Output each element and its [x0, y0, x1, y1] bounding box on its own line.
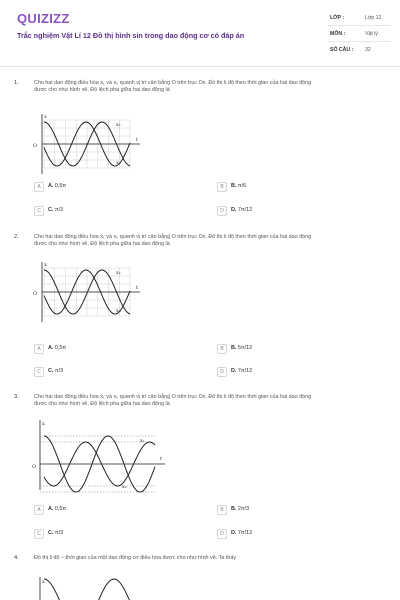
option-letter: D: [217, 206, 227, 216]
option-text: 0,5π: [54, 345, 67, 351]
option-letter: C: [34, 367, 44, 377]
option-letter: A: [34, 505, 44, 515]
option-prefix: A.: [48, 183, 54, 189]
question-3-option-a[interactable]: [34, 505, 204, 515]
option-letter: D: [217, 367, 227, 377]
question-2-line: được cho như hình vẽ. Độ lệch pha giữa hai dao động là: [34, 241, 170, 248]
question-1-option-c[interactable]: [34, 206, 204, 216]
option-letter: A: [34, 344, 44, 354]
question-1-graph: [30, 112, 145, 177]
option-text: 7π/12: [237, 368, 253, 374]
origin-label: O: [33, 143, 38, 149]
option-text: 0,5π: [54, 183, 67, 189]
axis-label-x: x: [42, 421, 45, 427]
option-prefix: B.: [231, 506, 237, 512]
label-x1: x₁: [116, 270, 121, 276]
meta-subject-value: Vật lý: [365, 31, 378, 37]
option-prefix: C.: [48, 530, 54, 536]
option-text: π/3: [54, 368, 64, 374]
origin-label: O: [32, 464, 37, 470]
option-text: 7π/12: [237, 530, 253, 536]
label-x2: x₂: [116, 160, 121, 166]
option-prefix: B.: [231, 183, 237, 189]
option-letter: A: [34, 182, 44, 192]
axis-label-x: x: [44, 114, 47, 120]
meta-class-key: LỚP :: [330, 15, 345, 21]
question-1-number: 1.: [14, 80, 19, 86]
question-2-text: [34, 234, 390, 248]
question-3-option-c[interactable]: [34, 529, 204, 539]
option-prefix: A.: [48, 506, 54, 512]
option-letter: C: [34, 206, 44, 216]
question-1-text: [34, 80, 390, 94]
question-1-option-d[interactable]: [217, 206, 387, 216]
option-prefix: D.: [231, 368, 237, 374]
question-4-line: Đồ thị li độ – thời gian của một dao động cơ điều hòa được cho như hình vẽ. Ta thấy: [34, 555, 237, 561]
meta-class-value: Lớp 12: [365, 15, 382, 21]
question-3-graph: [30, 418, 170, 493]
question-1-option-b[interactable]: [217, 182, 387, 192]
question-4-text: [34, 555, 390, 562]
axis-label-x: x: [44, 262, 47, 268]
option-prefix: C.: [48, 368, 54, 374]
option-prefix: C.: [48, 207, 54, 213]
axis-label-x: x: [42, 579, 45, 585]
question-4-number: 4.: [14, 555, 19, 561]
option-prefix: D.: [231, 207, 237, 213]
option-letter: D: [217, 529, 227, 539]
quizizz-logo: QUIZIZZ: [17, 11, 70, 26]
question-1-line: Cho hai dao động điều hòa x₁ và x₂ quanh vị trí cân bằng O trên trục Ox. Đồ thị li độ theo thời gian của hai dao động: [34, 80, 312, 86]
question-1-line: được cho như hình vẽ. Độ lệch pha giữa hai dao động là: [34, 87, 170, 94]
origin-label: O: [33, 291, 38, 297]
question-3-option-b[interactable]: [217, 505, 387, 515]
question-2-number: 2.: [14, 234, 19, 240]
option-text: π/3: [54, 207, 64, 213]
question-3-line: Cho hai dao động điều hòa x₁ và x₂ quanh vị trí cân bằng O trên trục Ox. Đồ thị li độ theo thời gian của hai dao động: [34, 394, 312, 400]
axis-label-t: t: [136, 137, 139, 143]
label-x1: x₁: [140, 438, 145, 444]
option-text: π/6: [237, 183, 247, 189]
option-text: 7π/12: [237, 207, 253, 213]
meta-subject-key: MÔN :: [330, 31, 346, 37]
option-prefix: D.: [231, 530, 237, 536]
question-2-option-a[interactable]: [34, 344, 204, 354]
question-4-graph: [30, 575, 170, 600]
question-3-text: [34, 394, 390, 408]
wave-x: [44, 579, 160, 600]
option-letter: B: [217, 344, 227, 354]
option-prefix: A.: [48, 345, 54, 351]
question-2-graph: [30, 260, 145, 325]
question-2-line: Cho hai dao động điều hòa x₁ và x₂ quanh vị trí cân bằng O trên trục Ox. Đồ thị li độ theo thời gian của hai dao động: [34, 234, 312, 240]
axis-label-t: t: [160, 456, 163, 462]
page-header: [0, 0, 400, 67]
option-letter: B: [217, 182, 227, 192]
question-3-number: 3.: [14, 394, 19, 400]
option-letter: B: [217, 505, 227, 515]
question-3-option-d[interactable]: [217, 529, 387, 539]
option-text: 0,5π: [54, 506, 67, 512]
question-2-option-d[interactable]: [217, 367, 387, 377]
label-x2: x₂: [116, 308, 121, 314]
label-x1: x₁: [116, 122, 121, 128]
question-3-line: được cho như hình vẽ. Độ lệch pha giữa hai dao động là: [34, 401, 170, 408]
meta-divider: [328, 25, 390, 26]
option-text: 2π/3: [237, 506, 250, 512]
question-2-option-b[interactable]: [217, 344, 387, 354]
question-1-option-a[interactable]: [34, 182, 204, 192]
option-letter: C: [34, 529, 44, 539]
option-prefix: B.: [231, 345, 237, 351]
meta-count-key: SỐ CÂU :: [330, 47, 354, 53]
axis-label-t: t: [136, 285, 139, 291]
page-title: Trắc nghiệm Vật Lí 12 Đồ thị hình sin trong dao động cơ có đáp án: [17, 31, 245, 40]
option-text: 5π/12: [237, 345, 253, 351]
label-x2: x₂: [122, 484, 127, 490]
question-2-option-c[interactable]: [34, 367, 204, 377]
meta-divider: [328, 41, 390, 42]
meta-count-value: 32: [365, 47, 371, 53]
option-text: π/3: [54, 530, 64, 536]
